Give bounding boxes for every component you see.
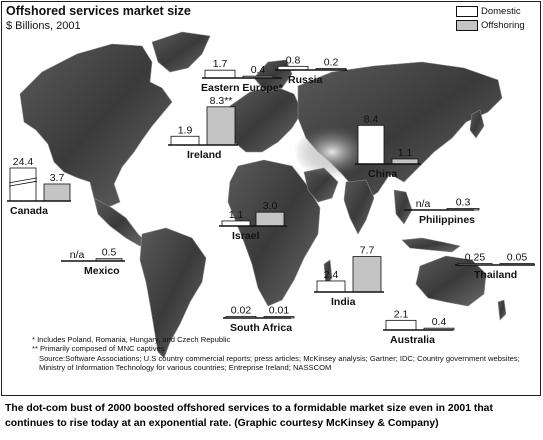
chart-panel (1, 1, 541, 396)
data-label-domestic-canada: 24.4 (12, 156, 34, 168)
bar-offshoring-ireland (207, 107, 235, 145)
bar-offshoring-china (392, 159, 418, 164)
chart-title: Offshored services market size (6, 4, 191, 18)
figure-caption: The dot-com bust of 2000 boosted offshored services to a formidable market size even in 2001 that continues to rise today at an exponential rate. (Graphic courtesy McKinsey & Company) (5, 403, 493, 429)
region-name-israel: Israel (232, 230, 260, 242)
bar-domestic-ireland (171, 136, 199, 145)
bar-domestic-china (358, 125, 384, 164)
southeast-asia-landmass (394, 190, 412, 224)
data-label-offshoring-russia: 0.2 (323, 56, 339, 69)
data-label-domestic-eastern-europe: 1.7 (212, 58, 228, 71)
data-label-domestic-ireland: 1.9 (177, 124, 193, 137)
india-landmass (344, 180, 374, 234)
data-label-offshoring-canada: 3.7 (49, 171, 65, 184)
region-name-russia: Russia (288, 74, 323, 86)
region-name-canada: Canada (10, 205, 48, 217)
bar-domestic-australia (386, 320, 416, 330)
region-name-china: China (368, 168, 398, 180)
chart-footnotes (32, 335, 537, 372)
data-label-offshoring-philippines: 0.3 (455, 196, 471, 209)
indonesia-landmass (402, 238, 460, 252)
data-label-domestic-india: 2.4 (323, 268, 339, 281)
chart-legend (456, 4, 541, 32)
new-zealand-landmass (498, 300, 506, 320)
bar-domestic-canada (10, 168, 36, 201)
data-label-offshoring-ireland: 8.3** (209, 94, 233, 107)
data-label-domestic-russia: 0.8 (285, 54, 301, 67)
data-label-domestic-australia: 2.1 (393, 308, 409, 321)
data-label-offshoring-thailand: 0.05 (506, 251, 528, 264)
region-callout-mexico (61, 247, 125, 277)
region-name-eastern-europe: Eastern Europe* (201, 82, 283, 94)
bar-offshoring-india (353, 257, 381, 292)
region-name-south-africa: South Africa (230, 322, 293, 334)
data-label-domestic-philippines: n/a (415, 198, 431, 210)
data-label-domestic-south-africa: 0.02 (230, 304, 252, 317)
legend-label-offshoring: Offshoring (481, 19, 525, 31)
data-label-offshoring-mexico: 0.5 (101, 246, 117, 259)
data-label-domestic-israel: 1.1 (228, 208, 244, 221)
footnote-2: ** Primarily composed of MNC captives (32, 344, 165, 354)
data-label-offshoring-india: 7.7 (359, 244, 375, 257)
europe-landmass (228, 86, 302, 152)
data-label-offshoring-eastern-europe: 0.4 (250, 64, 266, 77)
world-map (20, 32, 506, 358)
data-label-domestic-mexico: n/a (69, 249, 85, 261)
bar-offshoring-canada (44, 184, 70, 201)
data-label-offshoring-australia: 0.4 (431, 316, 447, 329)
data-label-offshoring-china: 1.1 (397, 146, 413, 159)
north-america-landmass (20, 44, 172, 208)
region-callout-india (314, 245, 384, 308)
legend-item-offshoring (456, 18, 541, 32)
data-label-domestic-china: 8.4 (363, 113, 379, 126)
data-label-offshoring-south-africa: 0.01 (268, 304, 290, 317)
region-callout-ireland (168, 95, 238, 161)
region-name-philippines: Philippines (419, 214, 476, 226)
region-name-mexico: Mexico (84, 265, 120, 277)
legend-item-domestic (456, 4, 541, 18)
greenland-landmass (152, 32, 210, 72)
legend-swatch-offshoring (456, 20, 478, 31)
central-america-landmass (94, 198, 146, 246)
legend-label-domestic: Domestic (481, 5, 521, 17)
bar-domestic-israel (222, 221, 250, 226)
bar-offshoring-israel (256, 212, 284, 226)
region-name-thailand: Thailand (474, 269, 518, 281)
region-callout-south-africa (223, 305, 294, 335)
region-name-ireland: Ireland (187, 149, 222, 161)
bar-domestic-eastern-europe (205, 70, 235, 78)
region-name-india: India (331, 296, 356, 308)
data-label-domestic-thailand: 0.25 (464, 251, 486, 264)
bar-domestic-india (317, 281, 345, 292)
legend-swatch-domestic (456, 6, 478, 17)
footnote-1: * Includes Poland, Romania, Hungary, and Czech Republic (32, 335, 231, 344)
chart-subtitle: $ Billions, 2001 (6, 20, 81, 32)
source-note: Source:Software Associations; U.S country commercial reports; press articles; McKinsey analysis; Gartner; IDC; Country government websites; Ministry of Information Technology for various countries; Entreprise Ireland; NASSCOM (39, 353, 520, 372)
data-label-offshoring-israel: 3.0 (262, 200, 278, 213)
region-name-australia: Australia (390, 334, 435, 346)
region-callout-philippines (404, 197, 479, 227)
